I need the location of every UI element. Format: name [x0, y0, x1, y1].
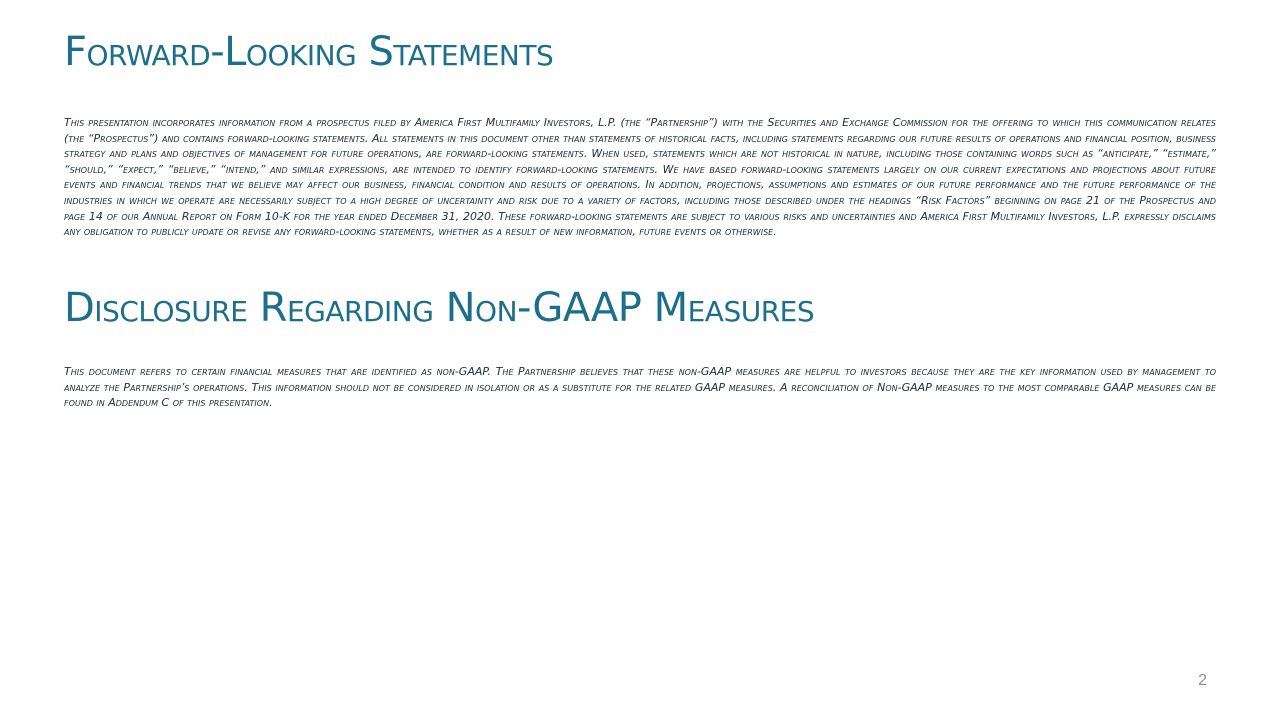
forward-looking-statements-paragraph: This presentation incorporates information from a prospectus filed by America First Multifamily Investors, L.P. (the “Partnership”) with the Securities and Exchange Commission for the offering to which this communication relates (the “Prospectus”) and contains forward-looking statements. All statements in this document other than statements of historical facts, including statements regarding our future results of operations and financial position, business strategy and plans and objectives of management for future operations, are forward-looking statements. When used, statements which are not historical in nature, including those containing words such as “anticipate,” “estimate,” “should,” “expect,” “believe,” “intend,” and similar expressions, are intended to identify forward-looking statements. We have based forward-looking statements largely on our current expectations and projections about future events and financial trends that we believe may affect our business, financial condition and results of operations. In addition, projections, assumptions and estimates of our future performance and the future performance of the industries in which we operate are necessarily subject to a high degree of uncertainty and risk due to a variety of factors, including those described under the headings “Risk Factors” beginning on page 21 of the Prospectus and page 14 of our Annual Report on Form 10-K for the year ended December 31, 2020. These forward-looking statements are subject to various risks and uncertainties and America First Multifamily Investors, L.P. expressly disclaims any obligation to publicly update or revise any forward-looking statements, whether as a result of new information, future events or otherwise. — [64, 116, 1216, 239]
non-gaap-disclosure-paragraph: This document refers to certain financial measures that are identified as non-GAAP. The Partnership believes that these non-GAAP measures are helpful to investors because they are the key information used by management to analyze the Partnership’s operations. This information should not be considered in isolation or as a substitute for the related GAAP measures. A reconciliation of Non-GAAP measures to the most comparable GAAP measures can be found in Addendum C of this presentation. — [64, 365, 1216, 410]
forward-looking-statements-heading: Forward-Looking Statements — [64, 29, 554, 75]
page-number: 2 — [1198, 672, 1207, 689]
non-gaap-disclosure-heading: Disclosure Regarding Non-GAAP Measures — [64, 285, 815, 331]
